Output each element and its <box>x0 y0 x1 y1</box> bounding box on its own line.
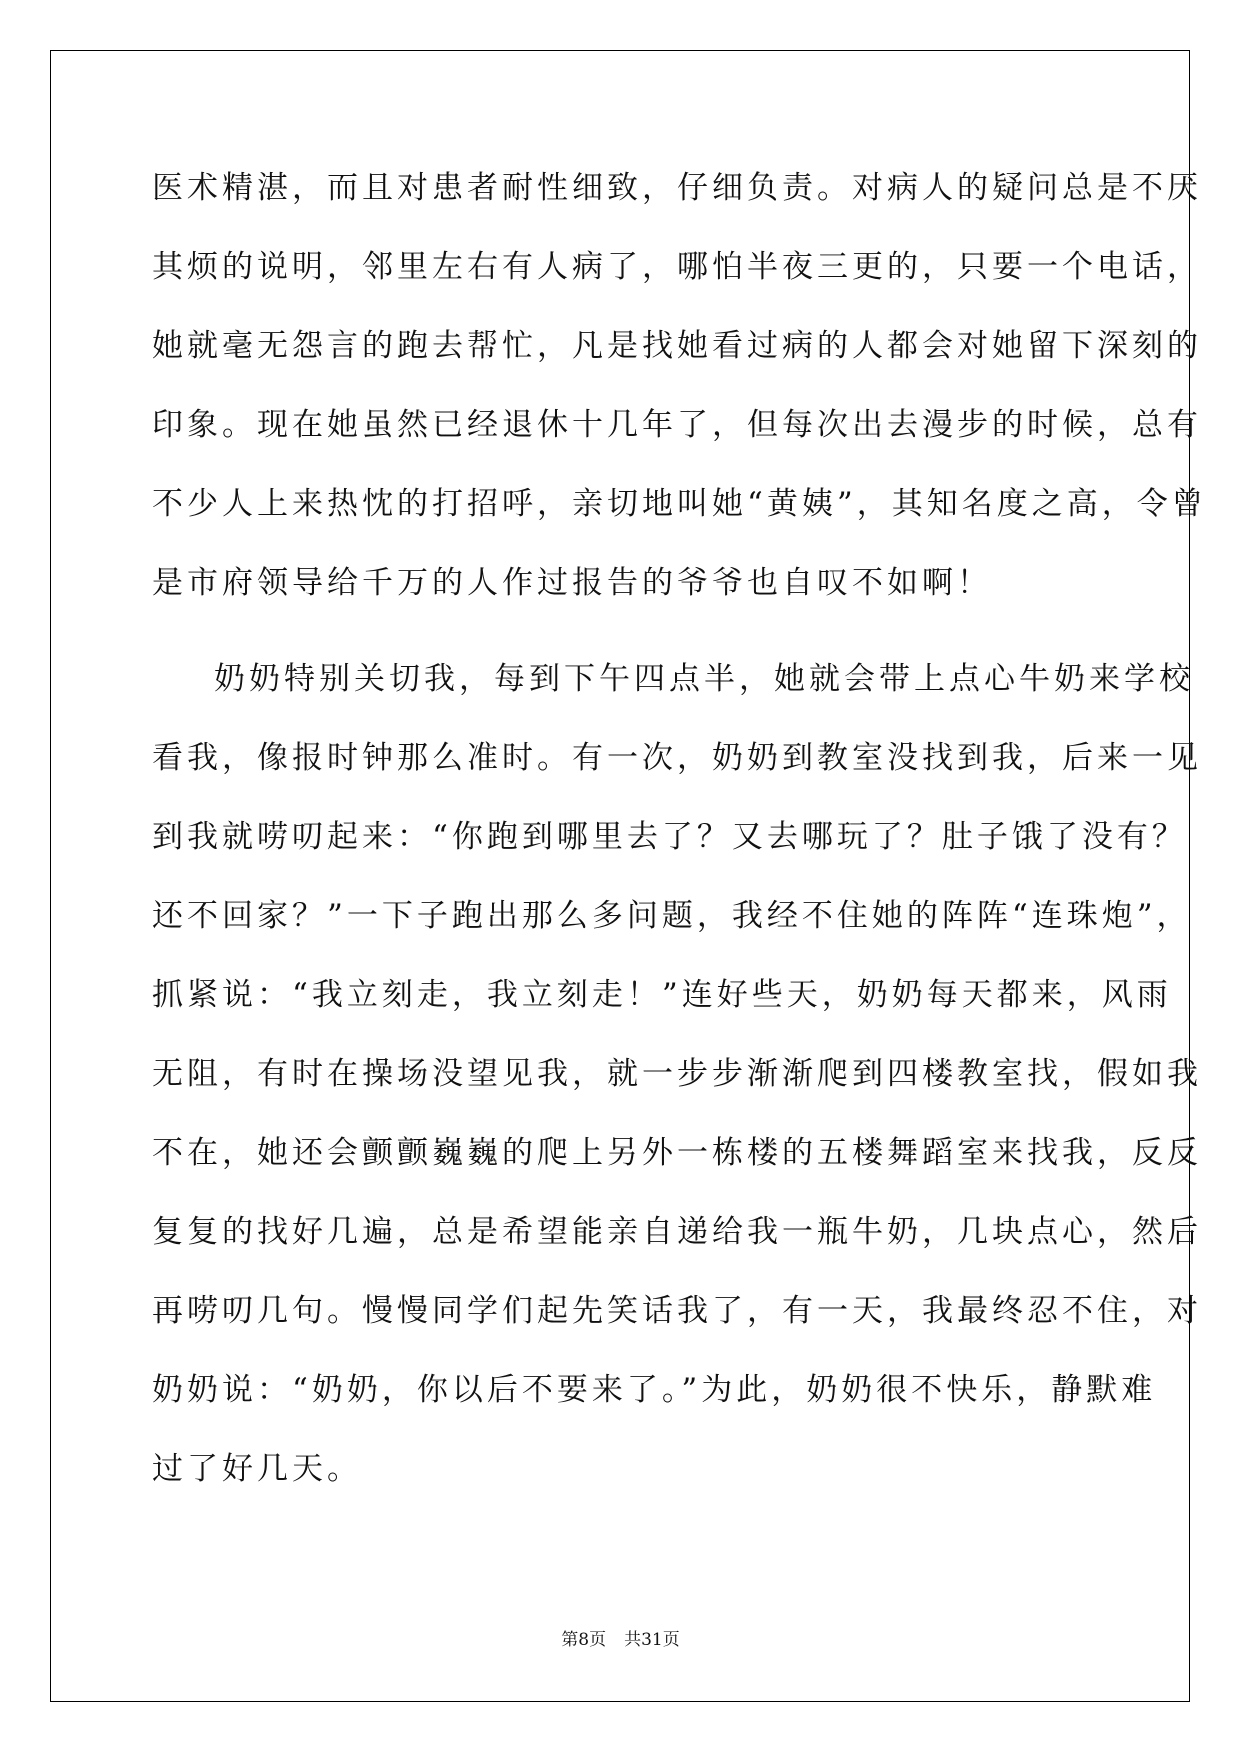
text-line: 不在，她还会颤颤巍巍的爬上另外一栋楼的五楼舞蹈室来找我，反反 <box>152 1135 1202 1171</box>
text-line: 还不回家？”一下子跑出那么多问题，我经不住她的阵阵“连珠炮”， <box>152 898 1192 934</box>
text-line: 再唠叨几句。慢慢同学们起先笑话我了，有一天，我最终忍不住，对 <box>152 1293 1202 1329</box>
page-total: 共31页 <box>624 1630 680 1650</box>
text-line: 奶奶说：“奶奶，你以后不要来了。”为此，奶奶很不快乐，静默难 <box>152 1372 1157 1408</box>
text-line: 印象。现在她虽然已经退休十几年了，但每次出去漫步的时候，总有 <box>152 407 1202 443</box>
text-line: 抓紧说：“我立刻走，我立刻走！”连好些天，奶奶每天都来，风雨 <box>152 977 1172 1013</box>
text-line: 复复的找好几遍，总是希望能亲自递给我一瓶牛奶，几块点心，然后 <box>152 1214 1202 1250</box>
text-line: 她就毫无怨言的跑去帮忙，凡是找她看过病的人都会对她留下深刻的 <box>152 328 1202 364</box>
text-line: 其烦的说明，邻里左右有人病了，哪怕半夜三更的，只要一个电话， <box>152 249 1202 285</box>
text-line: 是市府领导给千万的人作过报告的爷爷也自叹不如啊！ <box>152 565 992 601</box>
page-number: 第8页 <box>561 1630 607 1650</box>
text-line: 不少人上来热忱的打招呼，亲切地叫她“黄姨”，其知名度之高，令曾 <box>152 486 1207 522</box>
text-line: 医术精湛，而且对患者耐性细致，仔细负责。对病人的疑问总是不厌 <box>152 170 1202 206</box>
page-footer <box>0 1625 1241 1650</box>
text-line: 过了好几天。 <box>152 1451 362 1487</box>
text-line: 看我，像报时钟那么准时。有一次，奶奶到教室没找到我，后来一见 <box>152 740 1202 776</box>
paragraph-first-line: 奶奶特别关切我，每到下午四点半，她就会带上点心牛奶来学校 <box>214 661 1194 697</box>
text-line: 无阻，有时在操场没望见我，就一步步渐渐爬到四楼教室找，假如我 <box>152 1056 1202 1092</box>
text-line: 到我就唠叨起来：“你跑到哪里去了？又去哪玩了？肚子饿了没有？ <box>152 819 1187 855</box>
